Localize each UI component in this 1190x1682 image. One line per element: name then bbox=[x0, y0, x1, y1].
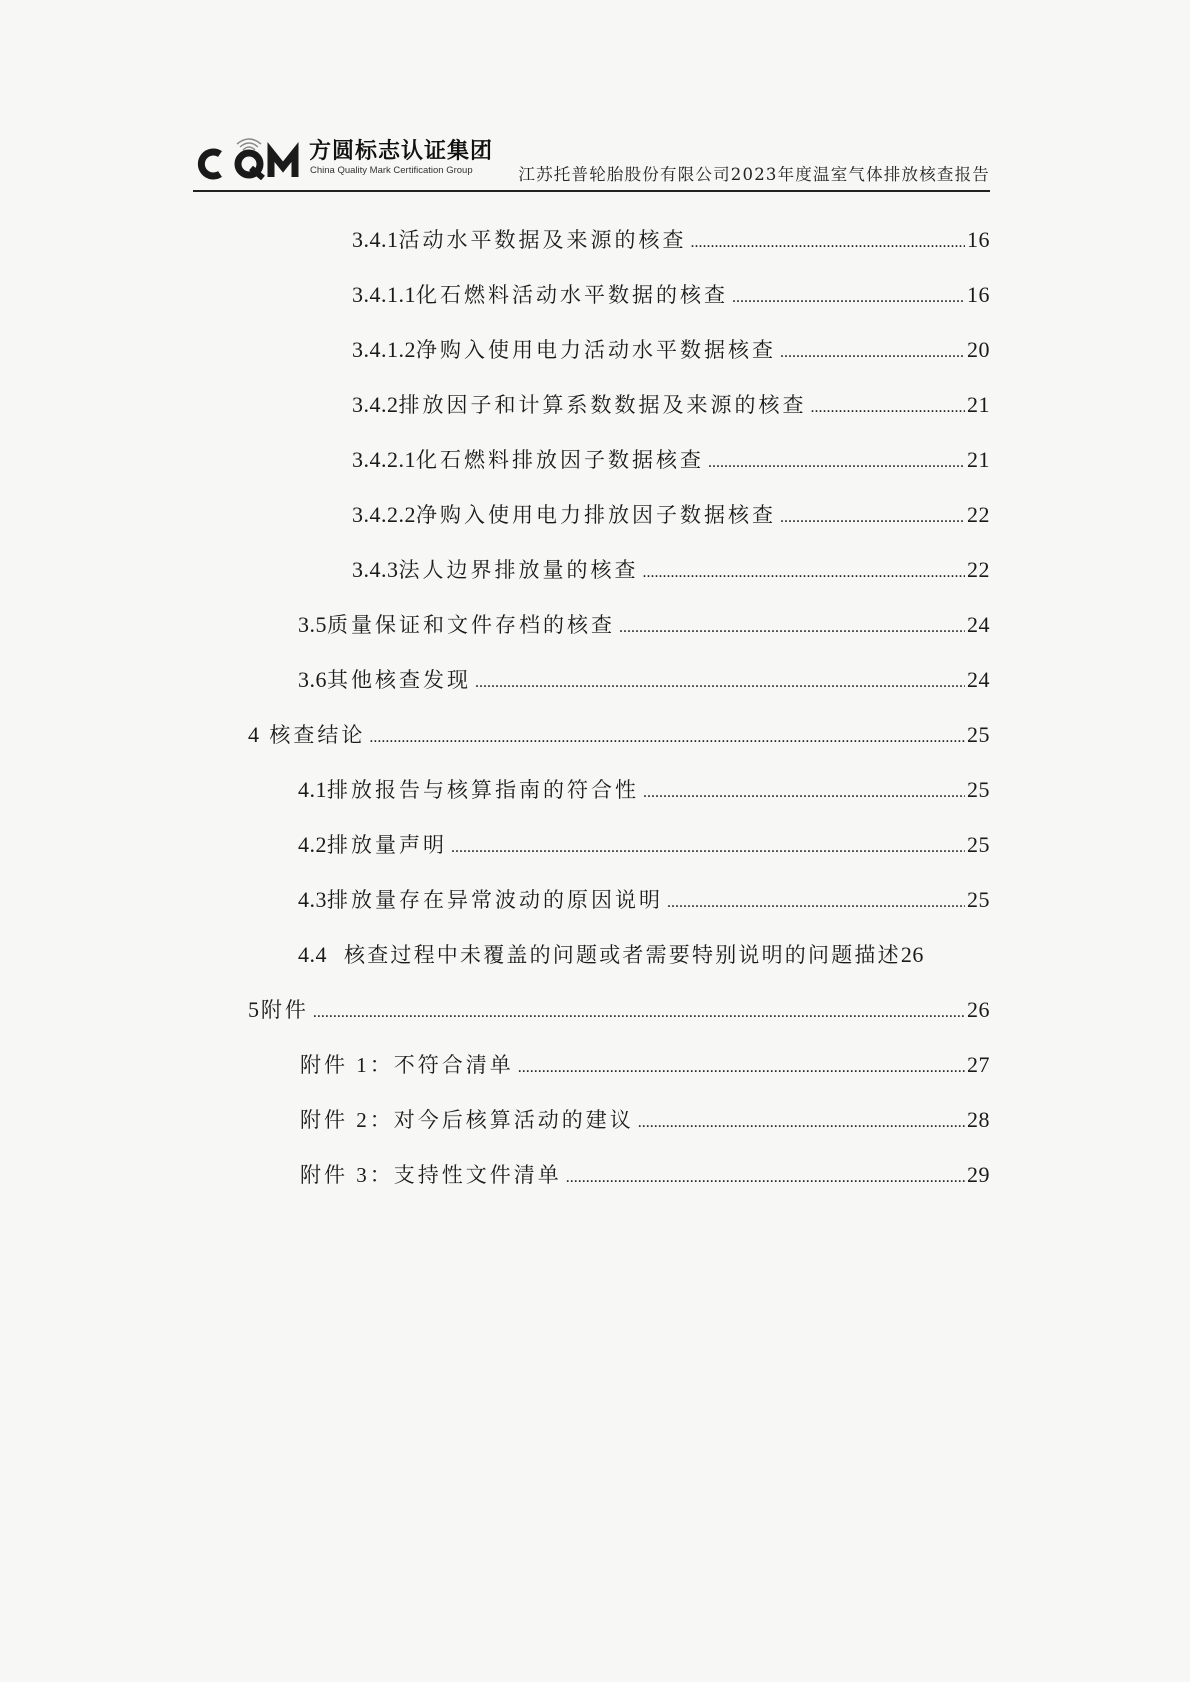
toc-page-number: 20 bbox=[967, 337, 990, 362]
toc-number: 3.4.1 bbox=[352, 227, 399, 252]
toc-page-number: 29 bbox=[967, 1162, 990, 1187]
toc-entry[interactable] bbox=[300, 1159, 990, 1191]
toc-leader bbox=[475, 667, 965, 699]
toc-page-number: 16 bbox=[967, 227, 990, 252]
toc-page-number: 24 bbox=[967, 612, 990, 637]
toc-title: 排放量声明 bbox=[327, 833, 447, 857]
toc-page-number: 21 bbox=[967, 392, 990, 417]
toc-leader bbox=[638, 1107, 965, 1139]
toc-number: 4.1 bbox=[298, 777, 327, 802]
toc-page-number: 22 bbox=[967, 557, 990, 582]
toc-leader bbox=[780, 502, 965, 534]
toc-number: 4.3 bbox=[298, 887, 327, 912]
toc-entry[interactable] bbox=[248, 994, 990, 1026]
toc-entry[interactable] bbox=[298, 939, 1013, 971]
toc-number: 3.4.3 bbox=[352, 557, 399, 582]
toc-number: 3.4.2.2 bbox=[352, 502, 416, 527]
toc-title: 支持性文件清单 bbox=[393, 1163, 562, 1187]
toc-page-number: 25 bbox=[967, 777, 990, 802]
toc-title: 净购入使用电力活动水平数据核查 bbox=[416, 338, 776, 362]
toc-leader bbox=[518, 1052, 965, 1084]
toc-page-number: 22 bbox=[967, 502, 990, 527]
toc-entry[interactable] bbox=[300, 1049, 990, 1081]
toc-page-number: 25 bbox=[967, 722, 990, 747]
toc-entry[interactable] bbox=[298, 774, 990, 806]
toc-number: 5 bbox=[248, 997, 260, 1022]
toc-entry[interactable] bbox=[352, 554, 990, 586]
toc-page-number: 16 bbox=[967, 282, 990, 307]
toc-page-number: 27 bbox=[967, 1052, 990, 1077]
toc-entry[interactable] bbox=[248, 719, 990, 751]
toc-entry[interactable] bbox=[300, 1104, 990, 1136]
org-name-cn: 方圆标志认证集团 bbox=[309, 139, 494, 164]
toc-entry[interactable] bbox=[298, 829, 990, 861]
toc-title: 排放报告与核算指南的符合性 bbox=[327, 778, 639, 802]
toc-entry[interactable] bbox=[352, 444, 990, 476]
toc-number: 4.2 bbox=[298, 832, 327, 857]
cqm-logo bbox=[193, 132, 305, 180]
toc-title: 附件 bbox=[260, 998, 309, 1022]
toc-title: 排放因子和计算系数数据及来源的核查 bbox=[398, 393, 807, 417]
toc-number: 4.4 bbox=[298, 942, 327, 967]
toc-number: 3.6 bbox=[298, 667, 327, 692]
toc-number: 附件 3： bbox=[300, 1163, 394, 1187]
toc-leader bbox=[691, 227, 966, 259]
toc-entry[interactable] bbox=[298, 884, 990, 916]
toc-number: 附件 2： bbox=[300, 1108, 394, 1132]
toc-entry[interactable] bbox=[352, 334, 990, 366]
toc-title: 核查结论 bbox=[269, 723, 366, 747]
toc-leader bbox=[780, 337, 965, 369]
toc-title: 其他核查发现 bbox=[327, 668, 471, 692]
toc-leader bbox=[451, 832, 965, 864]
toc-entry[interactable] bbox=[298, 609, 990, 641]
toc-number: 3.4.2 bbox=[352, 392, 399, 417]
toc-page-number: 24 bbox=[967, 667, 990, 692]
report-title: 江苏托普轮胎股份有限公司2023年度温室气体排放核查报告 bbox=[518, 165, 990, 184]
toc-page-number: 26 bbox=[900, 942, 924, 967]
toc-leader bbox=[619, 612, 965, 644]
toc-title: 法人边界排放量的核查 bbox=[398, 558, 639, 582]
toc-title: 排放量存在异常波动的原因说明 bbox=[327, 888, 663, 912]
org-name-en: China Quality Mark Certification Group bbox=[310, 165, 473, 176]
toc-leader bbox=[643, 777, 965, 809]
toc-entry[interactable] bbox=[352, 279, 990, 311]
toc-entry[interactable] bbox=[298, 664, 990, 696]
toc-leader bbox=[643, 557, 966, 589]
toc-title: 活动水平数据及来源的核查 bbox=[398, 228, 687, 252]
toc-title: 净购入使用电力排放因子数据核查 bbox=[416, 503, 776, 527]
toc-number: 4 bbox=[248, 722, 260, 747]
toc-entry[interactable] bbox=[352, 224, 990, 256]
toc-number: 3.4.1.2 bbox=[352, 337, 416, 362]
toc-number: 3.5 bbox=[298, 612, 327, 637]
toc-title: 不符合清单 bbox=[393, 1053, 514, 1077]
toc-entry[interactable] bbox=[352, 389, 990, 421]
toc-entry[interactable] bbox=[352, 499, 990, 531]
toc-title: 质量保证和文件存档的核查 bbox=[327, 613, 615, 637]
toc-leader bbox=[369, 722, 965, 754]
toc-title: 对今后核算活动的建议 bbox=[393, 1108, 634, 1132]
toc-leader bbox=[732, 282, 965, 314]
toc-leader bbox=[811, 392, 966, 424]
toc-number: 3.4.1.1 bbox=[352, 282, 416, 307]
page-header bbox=[193, 118, 990, 192]
toc-number: 3.4.2.1 bbox=[352, 447, 416, 472]
toc-title: 核查过程中未覆盖的问题或者需要特别说明的问题描述 bbox=[344, 943, 901, 967]
toc-page-number: 21 bbox=[967, 447, 990, 472]
toc-leader bbox=[566, 1162, 965, 1194]
toc-page-number: 26 bbox=[967, 997, 990, 1022]
toc-title: 化石燃料排放因子数据核查 bbox=[416, 448, 704, 472]
toc-leader bbox=[708, 447, 965, 479]
toc-leader bbox=[313, 997, 965, 1029]
toc-page-number: 28 bbox=[967, 1107, 990, 1132]
toc-page-number: 25 bbox=[967, 832, 990, 857]
toc-page-number: 25 bbox=[967, 887, 990, 912]
toc-leader bbox=[667, 887, 965, 919]
toc-title: 化石燃料活动水平数据的核查 bbox=[416, 283, 728, 307]
toc-number: 附件 1： bbox=[300, 1053, 394, 1077]
